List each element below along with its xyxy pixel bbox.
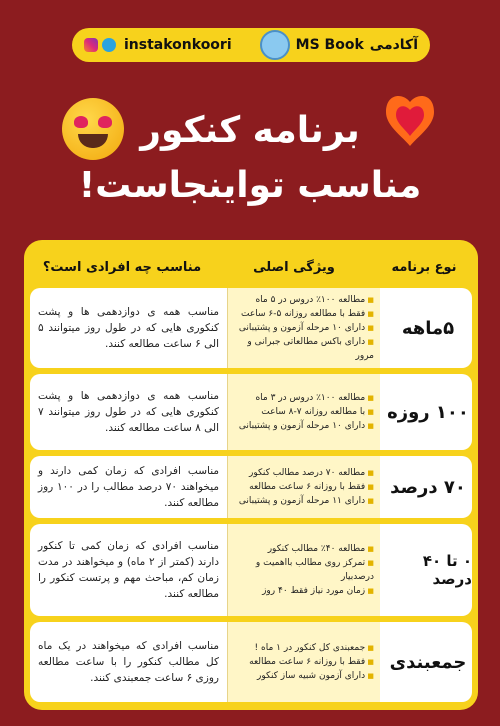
program-features xyxy=(228,456,380,518)
feature-item: ■ دارای باکس مطالعاتی جبرانی و مرور xyxy=(234,335,374,363)
table-row xyxy=(30,456,472,518)
program-audience: مناسب افرادی که زمان کمی تا کنکور دارند (کمتر از ۲ ماه) و میخواهند در مدت زمان کم، مباحث مهم و پرتست کنکور را مطالعه کنند. xyxy=(30,524,228,616)
table-row xyxy=(30,374,472,450)
program-audience: مناسب افرادی که زمان کمی دارند و میخواهند ۷۰ درصد مطالب را در ۱۰۰ روز مطالعه کنند. xyxy=(30,456,228,518)
program-name: ۷۰ درصد xyxy=(390,476,466,498)
table-row xyxy=(30,524,472,616)
program-features xyxy=(228,622,380,702)
feature-item: ■ دارای ۱۰ مرحله آزمون و پشتیبانی xyxy=(234,321,374,335)
program-name: ۵ماهه xyxy=(401,317,455,339)
program-features xyxy=(228,374,380,450)
program-features xyxy=(228,524,380,616)
header-bar xyxy=(72,28,430,62)
program-table xyxy=(24,240,478,710)
page-title-line1: برنامه کنکور xyxy=(140,110,360,151)
feature-item: ■ دارای ۱۰ مرحله آزمون و پشتیبانی xyxy=(234,419,374,433)
instagram-icon[interactable] xyxy=(84,38,98,52)
instagram-handle[interactable]: instakonkoori xyxy=(124,37,232,53)
feature-item: ■ فقط با روزانه ۶ ساعت مطالعه xyxy=(234,655,374,669)
feature-item: ■ تمرکز روی مطالب بااهمیت و درصدبیار xyxy=(234,556,374,584)
feature-item: ■ فقط با مطالعه روزانه ۵-۶ ساعت xyxy=(234,307,374,321)
header-program-type: نوع برنامه xyxy=(391,259,457,275)
feature-item: ■ مطالعه ۴۰٪ مطالب کنکور xyxy=(234,542,374,556)
telegram-icon[interactable] xyxy=(102,38,116,52)
table-row xyxy=(30,622,472,702)
page-title-line2: مناسب تواینجاست! xyxy=(78,165,422,206)
program-audience: مناسب افرادی که میخواهند در یک ماه کل مطالب کنکور را با ساعت مطالعه روزی ۶ ساعت جمعبندی کنند. xyxy=(30,622,228,702)
program-name: ۱۰۰ روزه xyxy=(387,401,469,423)
bird-mascot-icon xyxy=(260,30,290,60)
feature-item: ■ با مطالعه روزانه ۷-۸ ساعت xyxy=(234,405,374,419)
feature-item: ■ جمعبندی کل کنکور در ۱ ماه ! xyxy=(234,641,374,655)
feature-item: ■ دارای آزمون شبیه ساز کنکور xyxy=(234,669,374,683)
table-row xyxy=(30,288,472,368)
feature-item: ■ مطالعه ۱۰۰٪ دروس در ۵ ماه xyxy=(234,293,374,307)
feature-item: ■ زمان مورد نیاز فقط ۴۰ روز xyxy=(234,584,374,598)
academy-label: آکادمی xyxy=(369,37,418,53)
program-audience: مناسب همه ی دوازدهمی ها و پشت کنکوری هایی که در طول روز میتوانند ۵ الی ۶ ساعت مطالعه کنند. xyxy=(30,288,228,368)
brand-name: MS Book xyxy=(295,37,364,53)
program-name: ۰ تا ۴۰ درصد xyxy=(422,552,472,588)
header-audience: مناسب چه افرادی است؟ xyxy=(42,259,202,275)
program-audience: مناسب همه ی دوازدهمی ها و پشت کنکوری هایی که در طول روز میتوانند ۷ الی ۸ ساعت مطالعه کنند. xyxy=(30,374,228,450)
feature-item: ■ فقط با روزانه ۶ ساعت مطالعه xyxy=(234,480,374,494)
program-name: جمعبندی xyxy=(389,651,467,673)
feature-item: ■ دارای ۱۱ مرحله آزمون و پشتیبانی xyxy=(234,494,374,508)
social-links xyxy=(84,37,232,53)
brand xyxy=(260,30,418,60)
feature-item: ■ مطالعه ۱۰۰٪ دروس در ۳ ماه xyxy=(234,391,374,405)
header-main-feature: ویژگی اصلی xyxy=(253,259,335,275)
feature-item: ■ مطالعه ۷۰ درصد مطالب کنکور xyxy=(234,466,374,480)
program-features xyxy=(228,288,380,368)
